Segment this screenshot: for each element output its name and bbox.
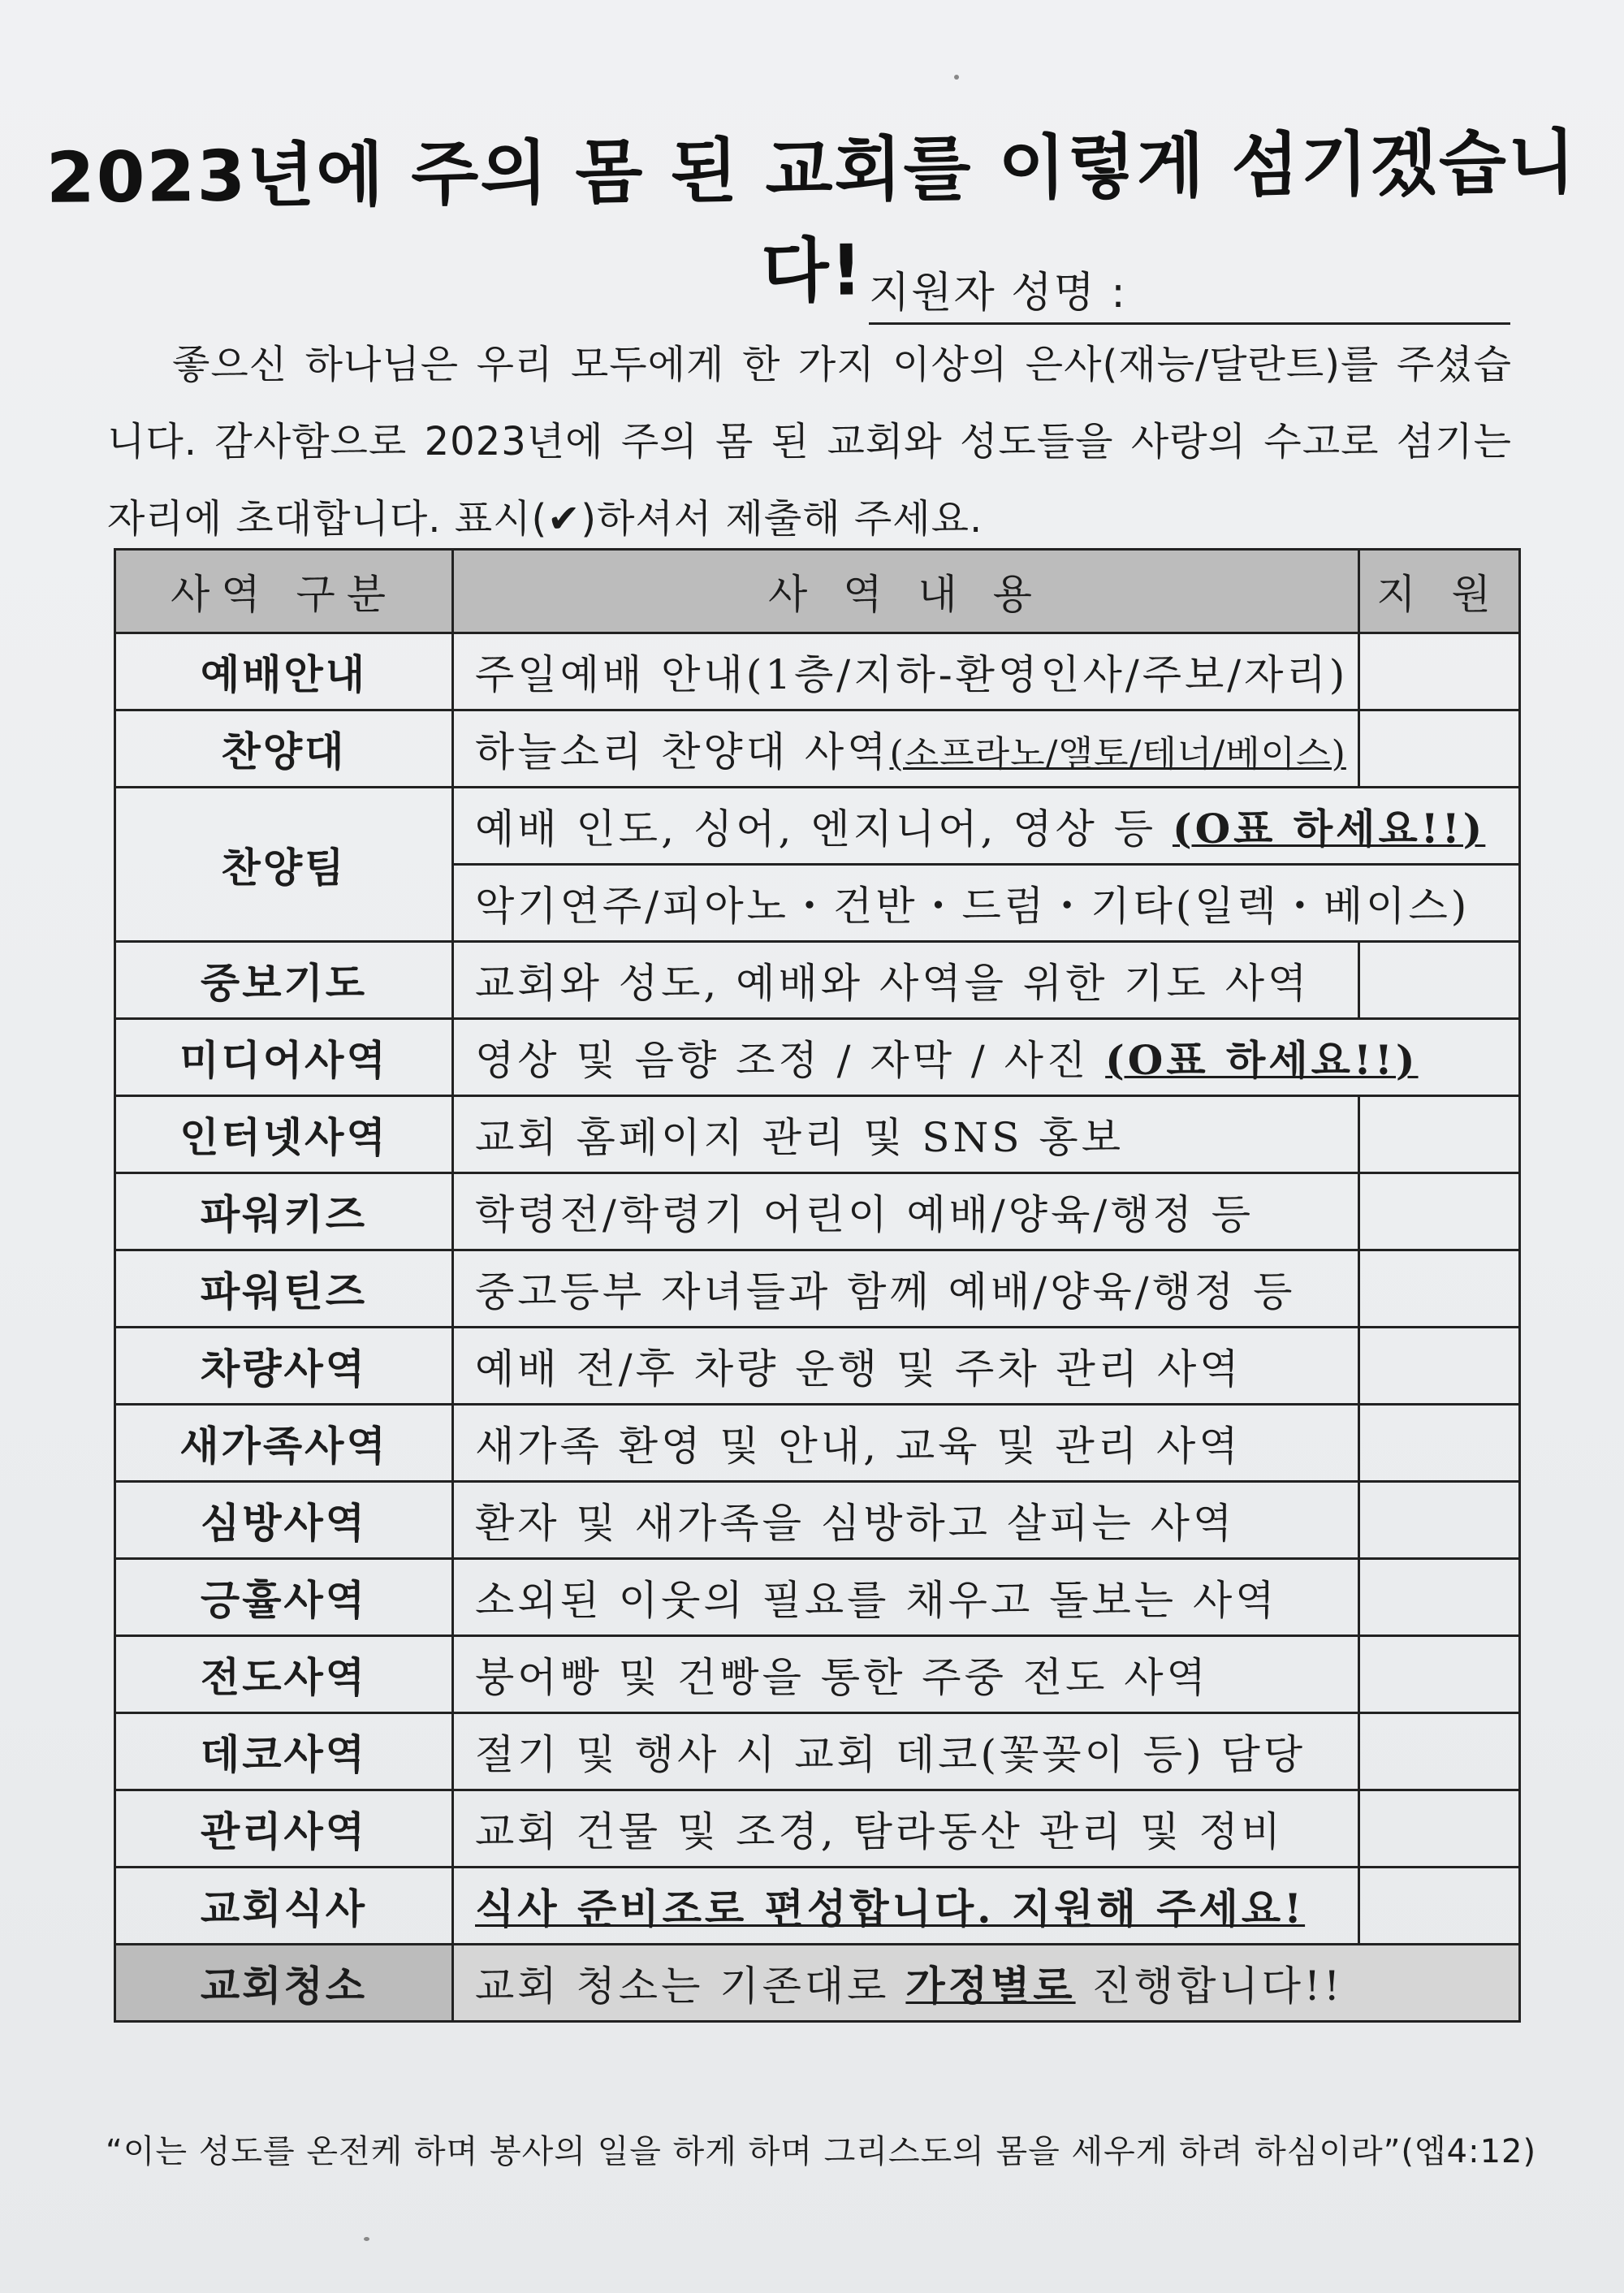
row-content: 교회 건물 및 조경, 탐라동산 관리 및 정비 — [453, 1790, 1359, 1868]
row-content — [453, 1945, 1520, 2022]
support-checkbox-cell[interactable] — [1359, 1636, 1520, 1713]
table-row — [115, 1636, 1520, 1713]
row-content: 악기연주/피아노・건반・드럼・기타(일렉・베이스) — [453, 865, 1520, 942]
row-content: 절기 및 행사 시 교회 데코(꽃꽂이 등) 담당 — [453, 1713, 1359, 1790]
table-row — [115, 1250, 1520, 1328]
row-category: 심방사역 — [115, 1482, 453, 1559]
table-row — [115, 1482, 1520, 1559]
row-category: 파워키즈 — [115, 1173, 453, 1250]
row-content: 교회와 성도, 예배와 사역을 위한 기도 사역 — [453, 942, 1359, 1019]
support-checkbox-cell[interactable] — [1359, 1173, 1520, 1250]
row-content: 새가족 환영 및 안내, 교육 및 관리 사역 — [453, 1405, 1359, 1482]
support-checkbox-cell[interactable] — [1359, 1328, 1520, 1405]
row-category: 관리사역 — [115, 1790, 453, 1868]
support-checkbox-cell[interactable] — [1359, 633, 1520, 710]
row-category: 찬양대 — [115, 710, 453, 788]
row-content-underlined: 식사 준비조로 편성합니다. 지원해 주세요! — [475, 1885, 1306, 1932]
row-content: 중고등부 자녀들과 함께 예배/양육/행정 등 — [453, 1250, 1359, 1328]
table-row — [115, 1405, 1520, 1482]
table-row — [115, 1713, 1520, 1790]
row-category: 미디어사역 — [115, 1019, 453, 1096]
row-category: 예배안내 — [115, 633, 453, 710]
ministry-table — [114, 548, 1521, 2023]
support-checkbox-cell[interactable] — [1359, 1405, 1520, 1482]
row-content: 교회 홈페이지 관리 및 SNS 홍보 — [453, 1096, 1359, 1173]
row-category: 전도사역 — [115, 1636, 453, 1713]
row-category: 차량사역 — [115, 1328, 453, 1405]
header-support: 지 원 — [1359, 550, 1520, 633]
row-content: 붕어빵 및 건빵을 통한 주중 전도 사역 — [453, 1636, 1359, 1713]
row-content-text: 영상 및 음향 조정 / 자막 / 사진 — [475, 1037, 1106, 1084]
row-category: 긍휼사역 — [115, 1559, 453, 1636]
support-checkbox-cell[interactable] — [1359, 942, 1520, 1019]
paper-speck — [364, 2237, 369, 2241]
table-row — [115, 1328, 1520, 1405]
row-content: 주일예배 안내(1층/지하-환영인사/주보/자리) — [453, 633, 1359, 710]
table-row — [115, 633, 1520, 710]
row-category: 새가족사역 — [115, 1405, 453, 1482]
header-category: 사역 구분 — [115, 550, 453, 633]
support-checkbox-cell[interactable] — [1359, 1559, 1520, 1636]
row-content-underlined: (소프라노/앨토/테너/베이스) — [889, 733, 1346, 775]
support-checkbox-cell[interactable] — [1359, 710, 1520, 788]
row-content-underlined: (O표 하세요!!) — [1105, 1036, 1419, 1084]
header-content: 사 역 내 용 — [453, 550, 1359, 633]
scripture-quote: “이는 성도를 온전케 하며 봉사의 일을 하게 하며 그리스도의 몸을 세우게 하려 하심이라”(엡4:12) — [106, 2133, 1537, 2170]
row-category: 인터넷사역 — [115, 1096, 453, 1173]
row-content: 환자 및 새가족을 심방하고 살피는 사역 — [453, 1482, 1359, 1559]
row-category: 교회식사 — [115, 1868, 453, 1945]
applicant-name-label: 지원자 성명 : — [869, 269, 1127, 317]
row-content-text: 예배 인도, 싱어, 엔지니어, 영상 등 — [475, 805, 1173, 853]
table-header-row — [115, 550, 1520, 633]
row-content — [453, 1019, 1520, 1096]
row-category: 교회청소 — [115, 1945, 453, 2022]
row-content: 소외된 이웃의 필요를 채우고 돌보는 사역 — [453, 1559, 1359, 1636]
table-row — [115, 1019, 1520, 1096]
table-row — [115, 1096, 1520, 1173]
row-content — [453, 710, 1359, 788]
table-row — [115, 1790, 1520, 1868]
support-checkbox-cell[interactable] — [1359, 1790, 1520, 1868]
row-content: 학령전/학령기 어린이 예배/양육/행정 등 — [453, 1173, 1359, 1250]
row-content-underlined: (O표 하세요!!) — [1172, 805, 1486, 853]
page-title: 2023년에 주의 몸 된 교회를 이렇게 섬기겠습니다! — [45, 122, 1578, 313]
row-content: 예배 전/후 차량 운행 및 주차 관리 사역 — [453, 1328, 1359, 1405]
row-content — [453, 1868, 1359, 1945]
row-category: 찬양팀 — [115, 788, 453, 942]
support-checkbox-cell[interactable] — [1359, 1250, 1520, 1328]
paper-speck — [954, 75, 959, 80]
table-row — [115, 788, 1520, 865]
row-content-text: 진행합니다!! — [1075, 1963, 1344, 2010]
table-row — [115, 1868, 1520, 1945]
row-content — [453, 788, 1520, 865]
table-row — [115, 1173, 1520, 1250]
support-checkbox-cell[interactable] — [1359, 1868, 1520, 1945]
row-category: 파워틴즈 — [115, 1250, 453, 1328]
row-category: 중보기도 — [115, 942, 453, 1019]
table-row — [115, 1559, 1520, 1636]
intro-paragraph — [107, 326, 1512, 558]
row-content-text: 하늘소리 찬양대 사역 — [475, 728, 890, 775]
table-row — [115, 710, 1520, 788]
support-checkbox-cell[interactable] — [1359, 1096, 1520, 1173]
row-category: 데코사역 — [115, 1713, 453, 1790]
row-content-underlined: 가정별로 — [905, 1962, 1076, 2010]
table-row — [115, 942, 1520, 1019]
applicant-name-field[interactable] — [869, 258, 1510, 325]
support-checkbox-cell[interactable] — [1359, 1713, 1520, 1790]
table-row — [115, 1945, 1520, 2022]
support-checkbox-cell[interactable] — [1359, 1482, 1520, 1559]
intro-text: 좋으신 하나님은 우리 모두에게 한 가지 이상의 은사(재능/달란트)를 주셨습니다. 감사함으로 2023년에 주의 몸 된 교회와 성도들을 사랑의 수고로 섬기는 자리에 초대합니다. 표시(✔)하셔서 제출해 주세요. — [107, 342, 1512, 542]
row-content-text: 교회 청소는 기존대로 — [475, 1963, 906, 2010]
